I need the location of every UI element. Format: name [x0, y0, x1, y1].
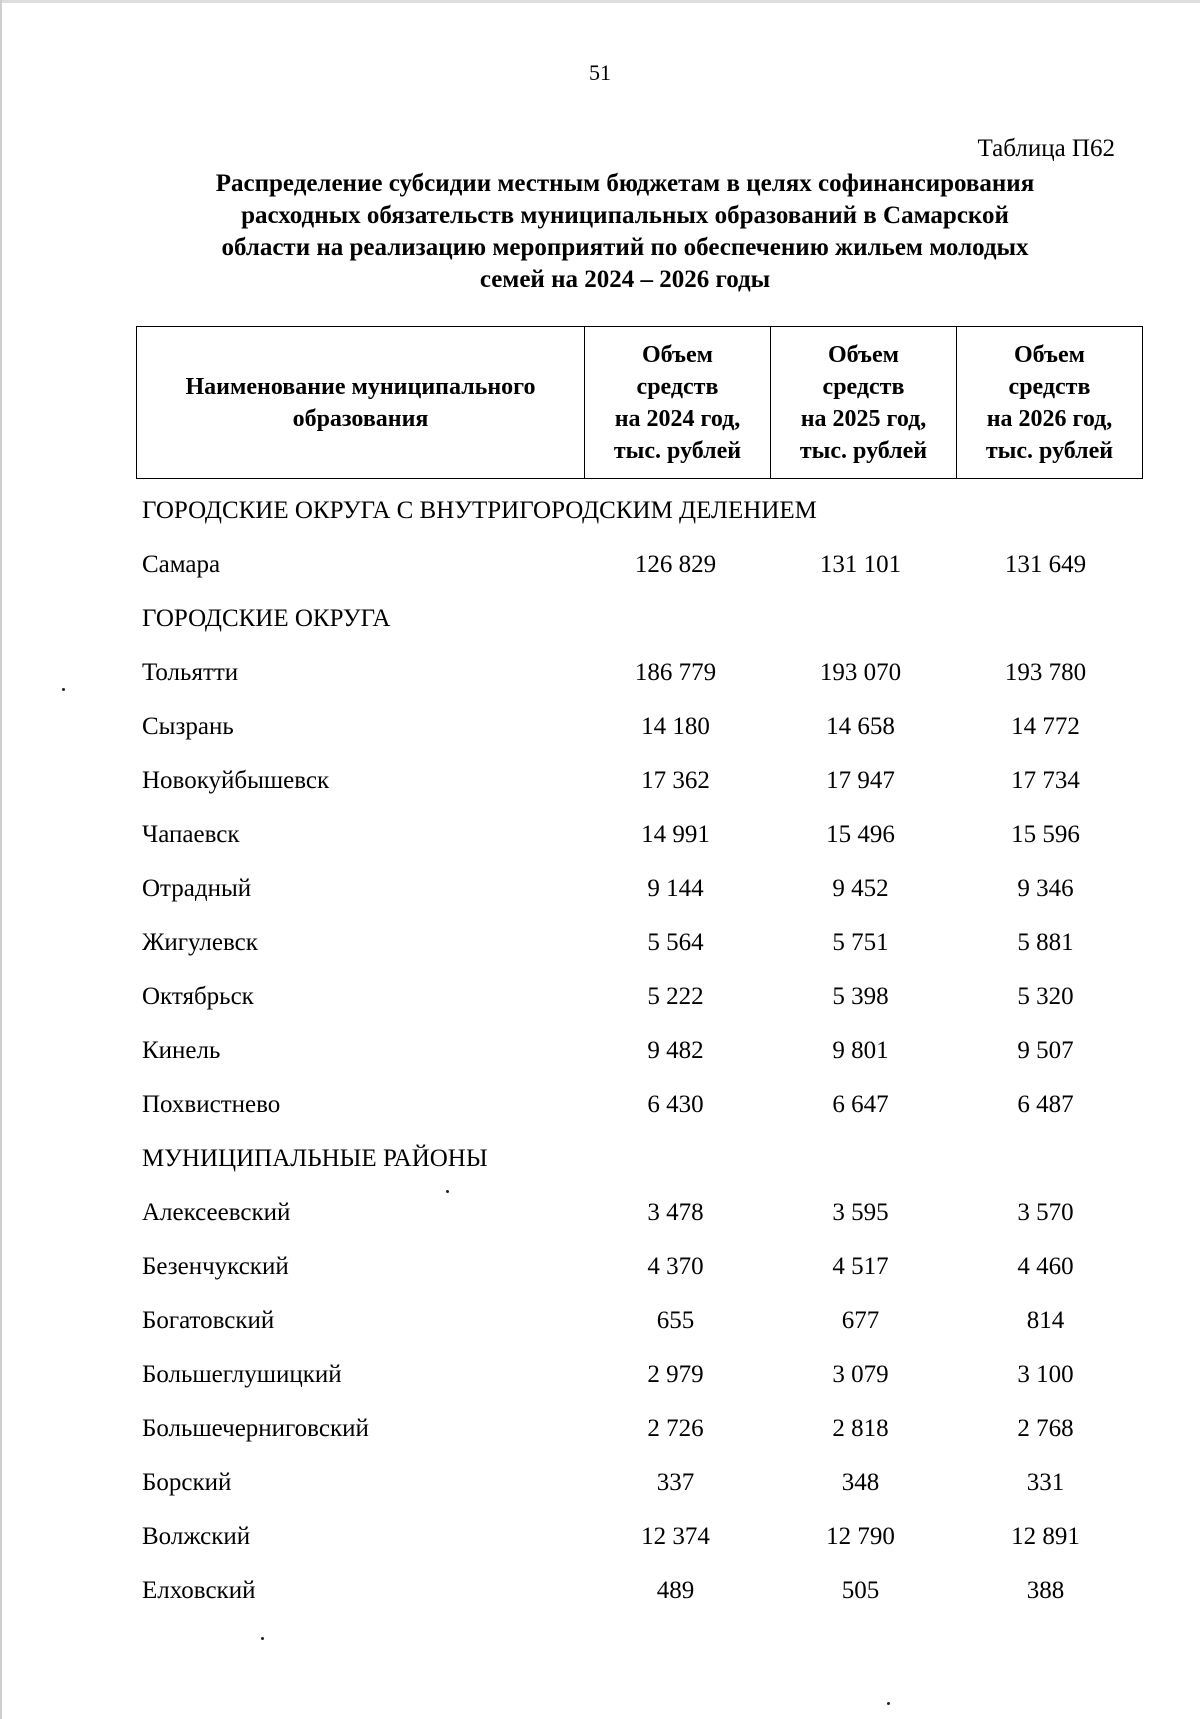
table-row: Большеглушицкий 2 979 3 079 3 100 [142, 1361, 1074, 1388]
header-name: Наименование муниципального образования [137, 327, 585, 479]
header-2024: Объем средств на 2024 год, тыс. рублей [585, 327, 771, 479]
table-row: Похвистнево 6 430 6 647 6 487 [142, 1091, 1074, 1118]
table-row: Борский 337 348 331 [142, 1469, 1065, 1496]
table-row: Елховский 489 505 388 [142, 1577, 1065, 1604]
table-row: Богатовский 655 677 814 [142, 1307, 1065, 1334]
table-row: Жигулевск 5 564 5 751 5 881 [142, 929, 1074, 956]
section-heading: ГОРОДСКИЕ ОКРУГА С ВНУТРИГОРОДСКИМ ДЕЛЕНИЕМ [142, 497, 817, 524]
table-row: Кинель 9 482 9 801 9 507 [142, 1037, 1074, 1064]
table-row: Октябрьск 5 222 5 398 5 320 [142, 983, 1074, 1010]
scan-speck [62, 688, 65, 691]
scan-speck [887, 1702, 890, 1705]
title-line: Распределение субсидии местным бюджетам в целях софинансирования [215, 170, 1035, 197]
table-row: Большечерниговский 2 726 2 818 2 768 [142, 1415, 1074, 1442]
table-row: Волжский 12 374 12 790 12 891 [142, 1523, 1080, 1550]
section-heading: ГОРОДСКИЕ ОКРУГА [142, 605, 391, 632]
table-row: Сызрань 14 180 14 658 14 772 [142, 713, 1080, 740]
table-row: Самара 126 829 131 101 131 649 [142, 551, 1087, 578]
table-row: Тольятти 186 779 193 070 193 780 [142, 659, 1087, 686]
table-body [136, 484, 1142, 1618]
title-line: расходных обязательств муниципальных образований в Самарской [241, 202, 1009, 229]
table-row: Алексеевский 3 478 3 595 3 570 [142, 1199, 1074, 1226]
scan-speck [261, 1637, 264, 1640]
scan-edge-top [0, 0, 1200, 3]
scan-speck [446, 1190, 449, 1193]
header-2025: Объем средств на 2025 год, тыс. рублей [771, 327, 957, 479]
table-row: Чапаевск 14 991 15 496 15 596 [142, 821, 1080, 848]
page-number: 51 [589, 60, 611, 85]
title-line: семей на 2024 – 2026 годы [479, 266, 771, 293]
document-title [130, 168, 1120, 296]
table-header [136, 326, 1143, 479]
title-line: области на реализацию мероприятий по обеспечению жильем молодых [221, 234, 1029, 261]
table-row: Безенчукский 4 370 4 517 4 460 [142, 1253, 1074, 1280]
section-heading: МУНИЦИПАЛЬНЫЕ РАЙОНЫ [142, 1145, 488, 1172]
table-row: Новокуйбышевск 17 362 17 947 17 734 [142, 767, 1080, 794]
header-2026: Объем средств на 2026 год, тыс. рублей [957, 327, 1143, 479]
table-row: Отрадный 9 144 9 452 9 346 [142, 875, 1074, 902]
scan-edge-left [0, 0, 2, 1719]
table-label: Таблица П62 [977, 135, 1115, 162]
